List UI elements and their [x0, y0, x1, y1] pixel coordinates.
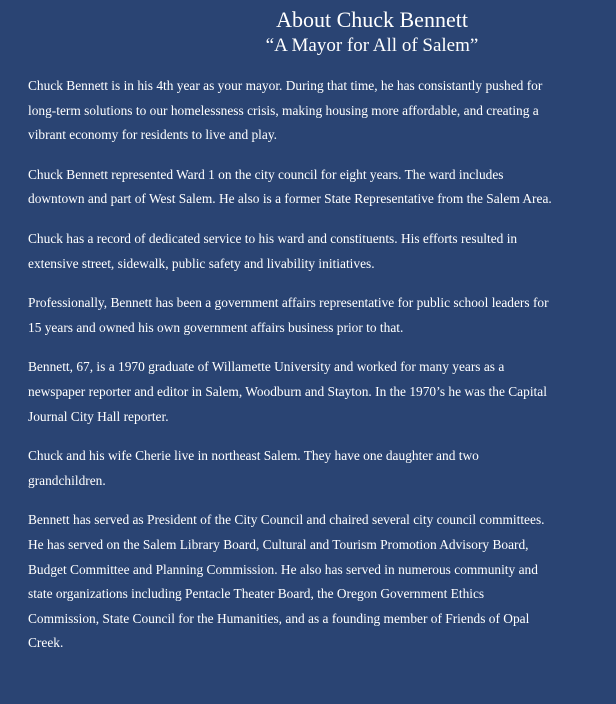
biography-text: [28, 74, 558, 656]
paragraph-community-service: Bennett has served as President of the City Council and chaired several city council committees. He has served on the Salem Library Board, Cultural and Tourism Promotion Advisory Board, Budget Committee and Planning Commission. He also has served in numerous community and state organizations including Pentacle Theater Board, the Oregon Government Ethics Commission, State Council for the Humanities, and as a founding member of Friends of Opal Creek.: [28, 512, 545, 651]
page-subtitle: “A Mayor for All of Salem”: [265, 35, 479, 56]
page-title: About Chuck Bennett: [276, 7, 468, 32]
paragraph-ward-1: Chuck Bennett represented Ward 1 on the city council for eight years. The ward includes downtown and part of West Salem. He also is a former State Representative from the Salem Area.: [28, 166, 552, 207]
paragraph-service-record: Chuck has a record of dedicated service to his ward and constituents. His efforts resulted in extensive street, sidewalk, public safety and livability initiatives.: [28, 230, 518, 271]
paragraph-current-term: Chuck Bennett is in his 4th year as your mayor. During that time, he has consistantly pushed for long-term solutions to our homelessness crisis, making housing more affordable, and creating a vibrant economy for residents to live and play.: [28, 78, 543, 143]
paragraph-professional: Professionally, Bennett has been a government affairs representative for public school leaders for 15 years and owned his own government affairs business prior to that.: [28, 295, 549, 335]
paragraph-family: Chuck and his wife Cherie live in northeast Salem. They have one daughter and two grandchildren.: [28, 448, 479, 488]
paragraph-education: Bennett, 67, is a 1970 graduate of Willamette University and worked for many years as a newspaper reporter and editor in Salem, Woodburn and Stayton. In the 1970’s he was the Capital Journal City Hall reporter.: [28, 359, 547, 424]
page-header: [162, 6, 582, 58]
